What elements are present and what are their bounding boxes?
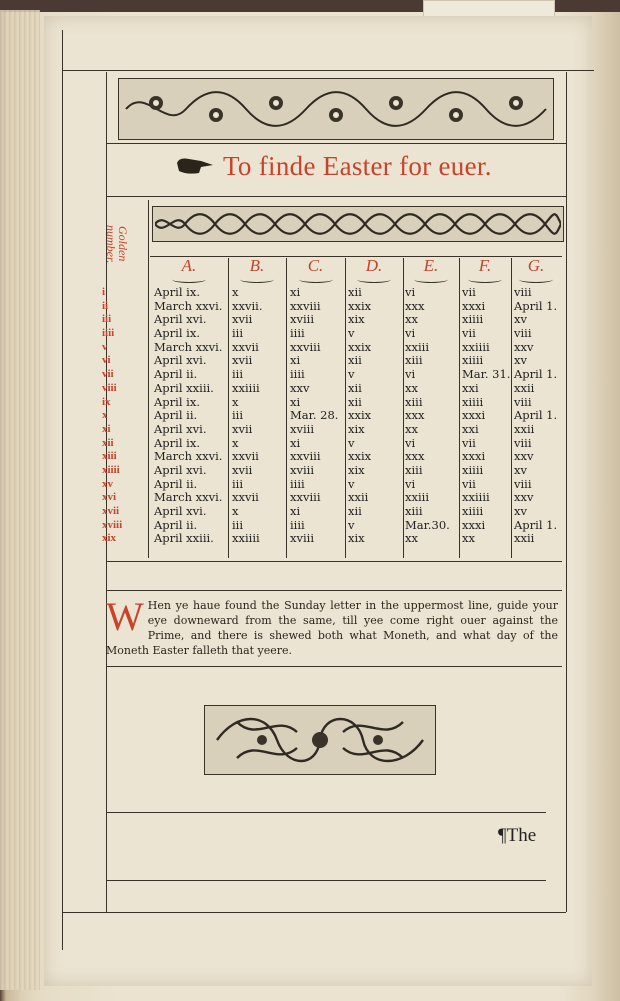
note-text: Hen ye haue found the Sunday letter in the uppermost line, guide your eye downeward from the same, till yee come right ouer against the Prime, and there is shewed both what Moneth, and what day of the Moneth Easter falleth that yeere.	[106, 599, 558, 657]
table-cell: x	[232, 285, 239, 299]
drop-cap: W	[106, 594, 144, 639]
knotwork-band	[152, 206, 564, 242]
table-divider-golden	[148, 200, 149, 558]
table-cell: xiiii	[462, 394, 484, 409]
table-cell: March xxvi.	[154, 339, 223, 354]
table-column-a	[154, 286, 228, 556]
table-cell: xxxi	[462, 449, 486, 464]
bottom-rule-2	[62, 912, 566, 913]
catchword: ¶The	[498, 825, 537, 846]
table-column-c	[290, 286, 345, 556]
table-cell: xxii	[514, 380, 535, 395]
golden-number: xi	[102, 422, 111, 435]
table-cell: xiiii	[462, 312, 484, 327]
table-cell: April xvi.	[154, 353, 207, 368]
table-cell: xxii	[514, 421, 535, 436]
column-letter: B.	[249, 256, 265, 275]
table-cell: xvii	[232, 421, 253, 436]
table-cell: xviii	[290, 531, 315, 546]
table-cell: v	[348, 367, 355, 382]
table-cell: xxv	[514, 449, 534, 464]
table-cell: April xvi.	[154, 421, 207, 436]
column-header-e	[403, 256, 459, 278]
table-cell: xiiii	[462, 353, 484, 368]
table-cell: iii	[232, 517, 244, 532]
table-cell: xiii	[405, 353, 423, 368]
golden-number: ii	[102, 299, 109, 312]
table-divider-3	[345, 258, 346, 558]
table-cell: xxii	[348, 490, 369, 505]
table-cell: xxx	[405, 408, 425, 423]
table-cell: Mar. 31.	[462, 367, 511, 382]
table-cell: March xxvi.	[154, 298, 223, 313]
footer-rule	[106, 812, 546, 813]
table-cell: April xvi.	[154, 312, 207, 327]
table-cell: xvii	[232, 462, 253, 477]
table-cell: April 1.	[514, 408, 558, 423]
table-cell: March xxvi.	[154, 490, 223, 505]
table-column-f	[462, 286, 511, 556]
table-cell: xi	[290, 353, 301, 368]
table-divider-1	[228, 258, 229, 558]
table-cell: xxix	[348, 339, 372, 354]
table-cell: v	[348, 326, 355, 341]
floral-headpiece	[118, 78, 554, 140]
table-cell: xv	[514, 462, 527, 477]
table-cell: xix	[348, 531, 365, 546]
table-cell: xxxi	[462, 298, 486, 313]
table-cell: vi	[405, 476, 416, 491]
table-cell: vi	[405, 326, 416, 341]
table-divider-5	[459, 258, 460, 558]
table-cell: x	[232, 394, 239, 409]
golden-number: ix	[102, 395, 111, 408]
table-cell: xiii	[405, 394, 423, 409]
table-cell: xiii	[405, 462, 423, 477]
table-cell: vi	[405, 367, 416, 382]
table-cell: xxx	[405, 449, 425, 464]
table-cell: xxiii	[405, 339, 430, 354]
table-cell: vi	[405, 285, 416, 299]
table-cell: xi	[290, 504, 301, 518]
table-cell: xxx	[405, 298, 425, 313]
table-cell: xviii	[290, 421, 315, 436]
table-cell: xv	[514, 353, 527, 368]
pointing-hand-icon	[175, 155, 215, 177]
table-cell: vi	[405, 435, 416, 450]
golden-number: i	[102, 286, 106, 298]
table-cell: xviii	[290, 462, 315, 477]
table-cell: xxiiii	[232, 531, 260, 546]
table-cell: xii	[348, 353, 362, 368]
golden-number: vi	[102, 354, 111, 367]
table-cell: April ix.	[154, 435, 200, 450]
column-header-f	[459, 256, 511, 278]
golden-number: xvii	[102, 505, 120, 517]
table-cell: iii	[232, 476, 244, 491]
frame-inner-right-rule	[566, 72, 567, 912]
table-cell: xxvii.	[232, 298, 263, 313]
golden-number-column	[100, 286, 144, 556]
table-cell: xiiii	[462, 462, 484, 477]
table-cell: xxvii	[232, 490, 259, 505]
title-text: To finde Easter for euer.	[223, 150, 492, 181]
table-cell: xxviii	[290, 339, 321, 354]
table-cell: xvii	[232, 312, 253, 327]
table-cell: April 1.	[514, 517, 558, 532]
table-cell: xxv	[514, 490, 534, 505]
column-header-a	[150, 256, 228, 278]
table-cell: iiii	[290, 517, 305, 532]
golden-number: viii	[102, 381, 117, 394]
table-cell: xxviii	[290, 490, 321, 505]
note-bottom-rule	[106, 666, 562, 667]
golden-number: xix	[102, 532, 117, 545]
tailpiece-ornament	[204, 705, 436, 775]
golden-number: xv	[102, 477, 113, 490]
table-cell: xxiiii	[462, 339, 490, 354]
table-cell: vii	[462, 476, 476, 491]
table-cell: xxxi	[462, 517, 486, 532]
table-cell: xix	[348, 312, 365, 327]
table-column-e	[405, 286, 459, 556]
table-cell: xx	[405, 531, 418, 546]
table-cell: xiii	[405, 504, 423, 518]
table-cell: xviii	[290, 312, 315, 327]
golden-number: x	[102, 409, 108, 422]
table-cell: xx	[405, 380, 418, 395]
table-cell: April xvi.	[154, 504, 207, 518]
golden-number-label: Golden number.	[104, 224, 130, 264]
table-cell: Mar.30.	[405, 517, 450, 532]
table-cell: viii	[514, 394, 532, 409]
golden-number: xii	[102, 436, 114, 449]
table-cell: xxiiii	[462, 490, 490, 505]
table-cell: xix	[348, 421, 365, 436]
table-cell: iii	[232, 408, 244, 423]
instruction-note	[106, 594, 558, 658]
column-letter: A.	[181, 256, 197, 275]
table-cell: xxviii	[290, 449, 321, 464]
table-cell: v	[348, 476, 355, 491]
table-column-b	[232, 286, 286, 556]
column-letter: E.	[423, 256, 439, 275]
table-cell: viii	[514, 435, 532, 450]
golden-number: iii	[102, 313, 112, 326]
table-cell: xxxi	[462, 408, 486, 423]
table-cell: vii	[462, 326, 476, 341]
table-cell: xxix	[348, 408, 372, 423]
column-header-c	[286, 256, 345, 278]
table-cell: xxvii	[232, 339, 259, 354]
table-bottom-rule	[106, 561, 562, 562]
table-cell: xxii	[514, 531, 535, 546]
table-cell: xxviii	[290, 298, 321, 313]
table-divider-2	[286, 258, 287, 558]
note-top-rule	[106, 590, 562, 591]
table-cell: vii	[462, 285, 476, 299]
column-letter: G.	[527, 256, 545, 275]
bottom-rule	[106, 880, 546, 881]
table-cell: April ii.	[154, 408, 198, 423]
table-cell: xvii	[232, 353, 253, 368]
table-cell: xx	[405, 421, 418, 436]
table-cell: iiii	[290, 367, 305, 382]
table-column-g	[514, 286, 561, 556]
title-top-rule	[106, 143, 566, 144]
table-divider-6	[511, 258, 512, 558]
book-gutter	[0, 10, 40, 990]
table-cell: vii	[462, 435, 476, 450]
table-cell: April ix.	[154, 394, 200, 409]
table-cell: v	[348, 435, 355, 450]
table-cell: xxix	[348, 449, 372, 464]
table-cell: xxv	[290, 380, 310, 395]
table-cell: April 1.	[514, 367, 558, 382]
table-cell: xxix	[348, 298, 372, 313]
frame-left-rule	[62, 30, 63, 950]
table-cell: April xxiii.	[154, 380, 214, 395]
table-cell: April ix.	[154, 326, 200, 341]
table-cell: xix	[348, 462, 365, 477]
table-cell: Mar. 28.	[290, 408, 339, 423]
golden-number: xviii	[102, 518, 123, 531]
table-cell: xii	[348, 504, 362, 518]
column-header-d	[345, 256, 403, 278]
column-header-b	[228, 256, 286, 278]
golden-number: vii	[102, 368, 114, 381]
column-letter: C.	[307, 256, 324, 275]
table-cell: xxv	[514, 339, 534, 354]
table-cell: viii	[514, 476, 532, 491]
table-cell: April ii.	[154, 367, 198, 382]
table-cell: x	[232, 504, 239, 518]
golden-number: xiii	[102, 450, 117, 463]
page-title	[175, 148, 505, 184]
table-cell: iiii	[290, 326, 305, 341]
table-cell: xi	[290, 285, 301, 299]
table-cell: xxiiii	[232, 380, 260, 395]
table-cell: March xxvi.	[154, 449, 223, 464]
table-cell: x	[232, 435, 239, 450]
table-cell: iiii	[290, 476, 305, 491]
frame-top-rule	[62, 70, 594, 71]
table-cell: viii	[514, 326, 532, 341]
column-letter: F.	[478, 256, 492, 275]
table-column-d	[348, 286, 403, 556]
table-cell: xxiii	[405, 490, 430, 505]
golden-number: xiiii	[102, 463, 120, 476]
table-cell: April ix.	[154, 285, 200, 299]
table-cell: xv	[514, 312, 527, 327]
table-cell: xv	[514, 504, 527, 518]
table-cell: xi	[290, 394, 301, 409]
table-cell: April ii.	[154, 476, 198, 491]
table-cell: v	[348, 517, 355, 532]
table-cell: xx	[405, 312, 418, 327]
table-cell: iii	[232, 326, 244, 341]
table-cell: iii	[232, 367, 244, 382]
golden-number: xvi	[102, 491, 117, 504]
table-cell: xiiii	[462, 504, 484, 518]
table-cell: xii	[348, 380, 362, 395]
table-cell: xxi	[462, 380, 479, 395]
table-cell: viii	[514, 285, 532, 299]
table-cell: April ii.	[154, 517, 198, 532]
golden-number: v	[102, 340, 108, 353]
title-bottom-rule	[106, 196, 566, 197]
table-cell: xii	[348, 394, 362, 409]
table-cell: xxi	[462, 421, 479, 436]
table-cell: xxvii	[232, 449, 259, 464]
table-cell: April 1.	[514, 298, 558, 313]
table-cell: xii	[348, 285, 362, 299]
golden-number: iiii	[102, 327, 115, 340]
column-header-g	[511, 256, 561, 278]
table-cell: xx	[462, 531, 475, 546]
table-divider-4	[403, 258, 404, 558]
column-letter: D.	[365, 256, 383, 275]
table-cell: xi	[290, 435, 301, 450]
table-cell: April xxiii.	[154, 531, 214, 546]
table-cell: April xvi.	[154, 462, 207, 477]
